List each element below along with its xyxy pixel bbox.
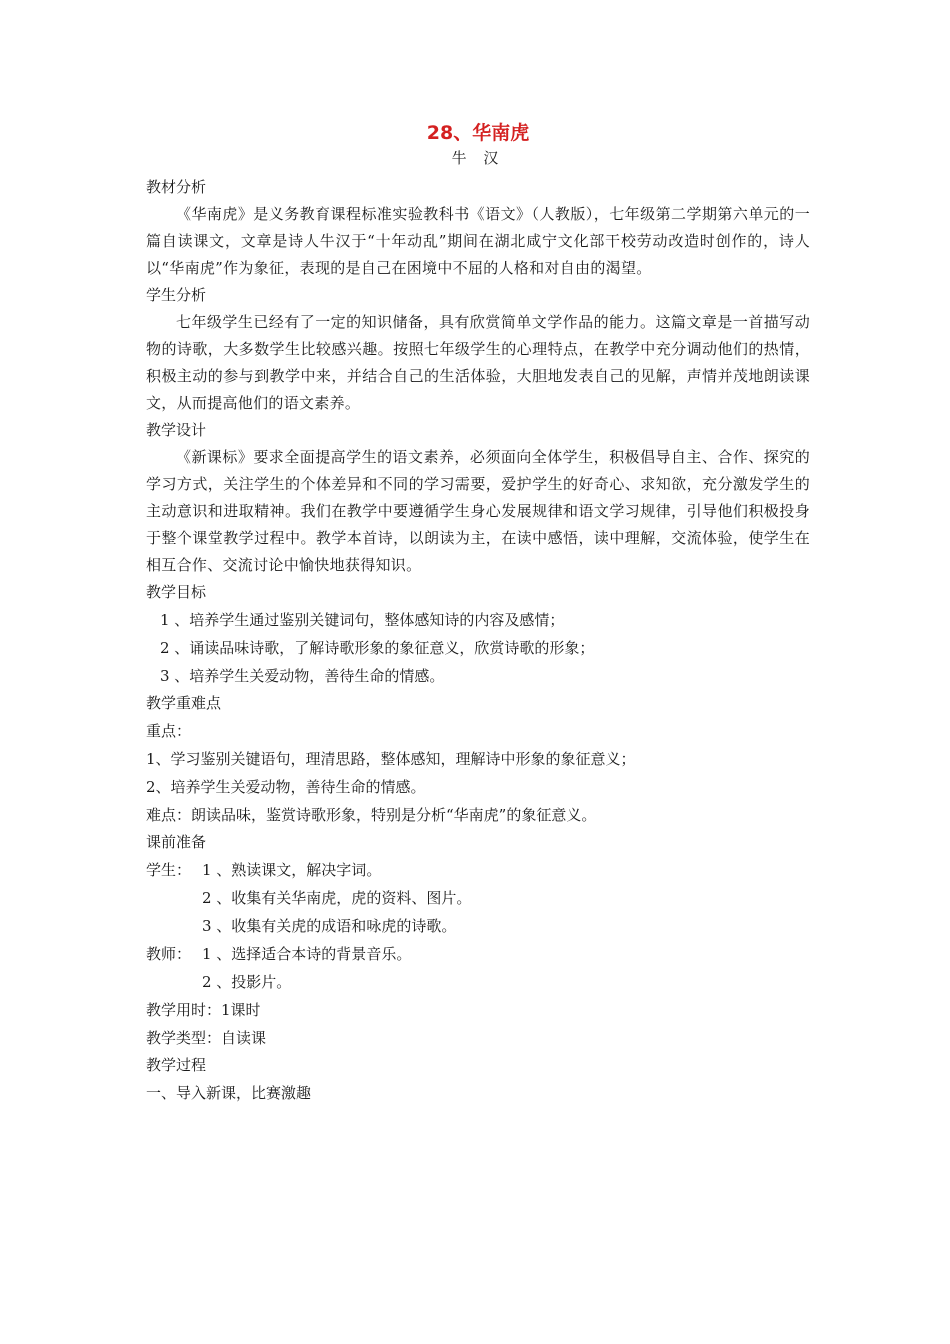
prep-student-item: 2 、收集有关华南虎，虎的资料、图片。 — [202, 889, 472, 907]
goal-item: 2 、诵读品味诗歌，了解诗歌形象的象征意义，欣赏诗歌的形象； — [160, 639, 595, 657]
design-paragraph: 《新课标》要求全面提高学生的语文素养，必须面向全体学生，积极倡导自主、合作、探究的学习方式，关注学生的个体差异和不同的学习需要，爱护学生的好奇心、求知欲，充分激发学生的主动意识和进取精神。我们在教学中要遵循学生身心发展规律和语文学习规律，引导他们积极投身于整个课堂教学过程中。教学本首诗，以朗读为主，在读中感悟，读中理解，交流体验，使学生在相互合作、交流讨论中愉快地获得知识。 — [146, 448, 810, 574]
focus-item: 1、学习鉴别关键语句，理清思路，整体感知，理解诗中形象的象征意义； — [146, 750, 636, 768]
prep-student-row — [146, 856, 810, 884]
section-heading-preparation: 课前准备 — [146, 833, 207, 851]
prep-teacher-item: 2 、投影片。 — [202, 973, 292, 991]
prep-student-item: 3 、收集有关虎的成语和咏虎的诗歌。 — [202, 917, 457, 935]
prep-teacher-row — [146, 940, 810, 968]
focus-item: 2、培养学生关爱动物，善待生命的情感。 — [146, 778, 426, 796]
section-heading-students: 学生分析 — [146, 286, 207, 304]
section-heading-material: 教材分析 — [146, 178, 207, 196]
section-heading-goals: 教学目标 — [146, 583, 207, 601]
focus-label: 重点： — [146, 722, 192, 740]
teaching-time: 教学用时：1课时 — [146, 1001, 261, 1019]
prep-teacher-label: 教师： — [146, 945, 192, 963]
section-heading-keypoints: 教学重难点 — [146, 694, 222, 712]
difficulty-line: 难点：朗读品味，鉴赏诗歌形象，特别是分析“华南虎”的象征意义。 — [146, 806, 597, 824]
prep-student-item: 1 、熟读课文，解决字词。 — [202, 861, 382, 879]
prep-student-row — [146, 912, 810, 940]
material-paragraph: 《华南虎》是义务教育课程标准实验教科书《语文》（人教版），七年级第二学期第六单元的一篇自读课文，文章是诗人牛汉于“十年动乱”期间在湖北咸宁文化部干校劳动改造时创作的，诗人以“华南虎”作为象征，表现的是自己在困境中不屈的人格和对自由的渴望。 — [146, 205, 810, 277]
goal-item: 3 、培养学生关爱动物，善待生命的情感。 — [160, 667, 445, 685]
section-heading-design: 教学设计 — [146, 421, 207, 439]
document-title: 28、华南虎 — [426, 122, 530, 144]
prep-teacher-item: 1 、选择适合本诗的背景音乐。 — [202, 945, 412, 963]
prep-student-row — [146, 884, 810, 912]
document-author: 牛 汉 — [451, 149, 505, 167]
teaching-type: 教学类型：自读课 — [146, 1029, 267, 1047]
process-step: 一、导入新课，比赛激趣 — [146, 1084, 312, 1102]
section-heading-process: 教学过程 — [146, 1056, 207, 1074]
students-paragraph: 七年级学生已经有了一定的知识储备，具有欣赏简单文学作品的能力。这篇文章是一首描写动物的诗歌，大多数学生比较感兴趣。按照七年级学生的心理特点，在教学中充分调动他们的热情，积极主动的参与到教学中来，并结合自己的生活体验，大胆地发表自己的见解，声情并茂地朗读课文，从而提高他们的语文素养。 — [146, 313, 810, 412]
prep-student-label: 学生： — [146, 861, 192, 879]
prep-teacher-row — [146, 968, 810, 996]
goal-item: 1 、培养学生通过鉴别关键词句，整体感知诗的内容及感情； — [160, 611, 565, 629]
document-page — [146, 118, 810, 1107]
